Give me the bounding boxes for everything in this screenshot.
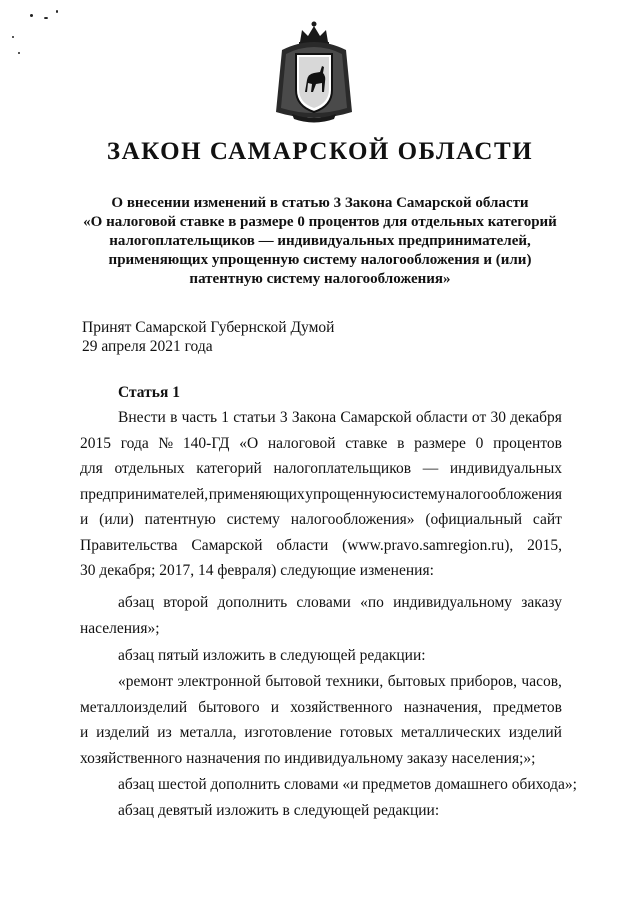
scan-speck xyxy=(12,36,14,38)
law-subtitle xyxy=(60,194,580,289)
paragraph-line: для отдельных категорий налогоплательщиков — индивидуальных xyxy=(80,460,562,477)
coat-of-arms-emblem xyxy=(272,20,356,124)
subtitle-line: «О налоговой ставке в размере 0 процентов для отдельных категорий xyxy=(83,214,557,230)
subtitle-line: применяющих упрощенную систему налогообложения и (или) xyxy=(108,252,532,268)
article-paragraph-1 xyxy=(80,405,562,584)
article-title: Статья 1 xyxy=(118,384,180,401)
paragraph-line: абзац шестой дополнить словами «и предметов домашнего обихода»; xyxy=(118,776,577,793)
paragraph-line: «ремонт электронной бытовой техники, бытовых приборов, часов, xyxy=(118,673,562,690)
subtitle-line: патентную систему налогообложения» xyxy=(189,271,451,287)
article-paragraph-4 xyxy=(80,669,562,771)
scan-speck xyxy=(44,17,48,19)
paragraph-line: металлоизделий бытового и хозяйственного назначения, предметов xyxy=(80,698,562,716)
article-paragraph-5 xyxy=(80,772,577,798)
paragraph-line: хозяйственного назначения по индивидуальному заказу населения;»; xyxy=(80,749,536,767)
scan-speck xyxy=(18,52,20,54)
paragraph-line: абзац второй дополнить словами «по индивидуальному заказу xyxy=(118,594,562,611)
paragraph-line: 2015 года № 140-ГД «О налоговой ставке в размере 0 процентов xyxy=(80,434,562,452)
paragraph-line: и (или) патентную систему налогообложения» (официальный сайт xyxy=(80,511,562,528)
subtitle-line: О внесении изменений в статью 3 Закона Самарской области xyxy=(111,195,529,211)
paragraph-line: и изделий из металла, изготовление готовых металлических изделий xyxy=(80,724,562,741)
article-paragraph-2 xyxy=(80,590,562,641)
adopted-by: Принят Самарской Губернской Думой xyxy=(82,319,335,336)
scan-speck xyxy=(56,10,58,13)
paragraph-line: Правительства Самарской области (www.pravo.samregion.ru), 2015, xyxy=(80,536,562,554)
paragraph-line: предпринимателей, применяющих упрощенную систему налогообложения xyxy=(80,485,562,503)
scan-speck xyxy=(30,14,33,17)
paragraph-line: населения»; xyxy=(80,619,160,637)
paragraph-line: Внести в часть 1 статьи 3 Закона Самарской области от 30 декабря xyxy=(118,409,562,426)
paragraph-line: 30 декабря; 2017, 14 февраля) следующие изменения: xyxy=(80,562,434,579)
adoption-block xyxy=(82,318,334,356)
law-title: ЗАКОН САМАРСКОЙ ОБЛАСТИ xyxy=(106,138,534,165)
paragraph-line: абзац пятый изложить в следующей редакции: xyxy=(118,647,426,664)
subtitle-line: налогоплательщиков — индивидуальных предпринимателей, xyxy=(109,233,531,249)
paragraph-line: абзац девятый изложить в следующей редакции: xyxy=(118,802,440,819)
adoption-date: 29 апреля 2021 года xyxy=(82,338,213,355)
article-paragraph-3 xyxy=(80,643,562,669)
article-paragraph-6 xyxy=(80,798,562,824)
